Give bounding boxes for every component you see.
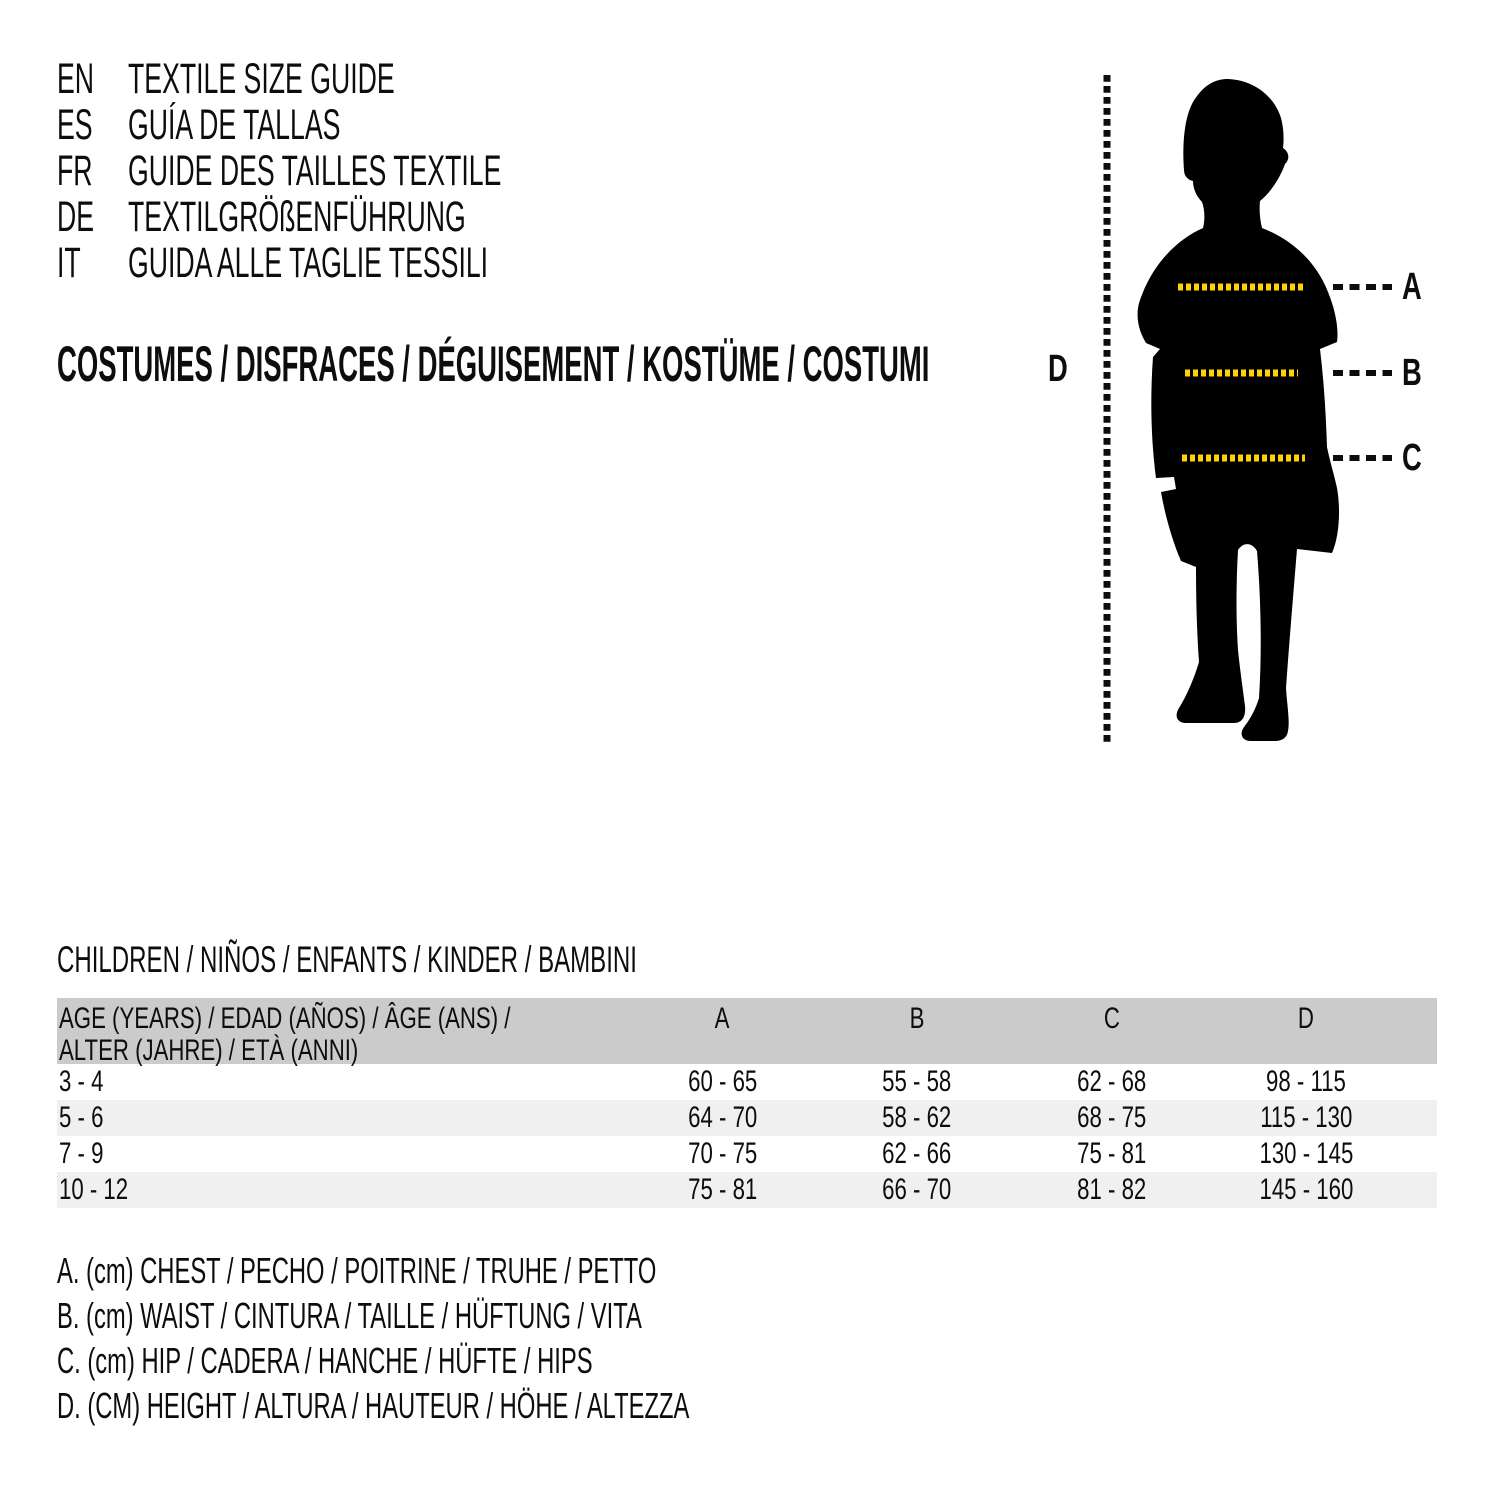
chest-cell: 60 - 65 [687, 1065, 758, 1098]
chest-cell: 75 - 81 [687, 1173, 758, 1206]
language-code: FR [57, 147, 93, 195]
child-silhouette [1138, 79, 1339, 741]
table-row [57, 1064, 1437, 1100]
language-code: DE [57, 193, 95, 241]
col-header-b: B [909, 1002, 925, 1035]
height-cell: 145 - 160 [1259, 1173, 1353, 1206]
table-section-title: CHILDREN / NIÑOS / ENFANTS / KINDER / BAMBINI [57, 939, 637, 980]
language-code: EN [57, 55, 95, 103]
waist-label: B [1402, 351, 1422, 395]
col-header-d: D [1297, 1002, 1315, 1035]
height-cell: 98 - 115 [1266, 1065, 1346, 1098]
waist-cell: 55 - 58 [882, 1065, 952, 1098]
table-row [57, 1136, 1437, 1172]
height-label: D [1048, 347, 1068, 391]
size-table [57, 998, 1437, 1208]
language-code: ES [57, 101, 93, 149]
chest-cell: 64 - 70 [687, 1101, 758, 1134]
measurement-legend [57, 1248, 1015, 1428]
waist-cell: 62 - 66 [882, 1137, 952, 1170]
waist-cell: 58 - 62 [882, 1101, 952, 1134]
legend-item-hip: C. (cm) HIP / CADERA / HANCHE / HÜFTE / HIPS [57, 1340, 593, 1381]
legend-item-height: D. (CM) HEIGHT / ALTURA / HAUTEUR / HÖHE / ALTEZZA [57, 1385, 690, 1426]
age-header-cell [57, 998, 625, 1067]
hip-cell: 75 - 81 [1076, 1137, 1147, 1170]
legend-item-chest: A. (cm) CHEST / PECHO / POITRINE / TRUHE / PETTO [57, 1250, 657, 1291]
language-title: TEXTILGRÖßENFÜHRUNG [128, 193, 466, 241]
chest-cell: 70 - 75 [687, 1137, 758, 1170]
table-row [57, 1100, 1437, 1136]
age-cell: 5 - 6 [59, 1101, 104, 1134]
language-title: GUIDE DES TAILLES TEXTILE [128, 147, 502, 195]
category-heading: COSTUMES / DISFRACES / DÉGUISEMENT / KOSTÜME / COSTUMI [57, 336, 930, 392]
age-header-line1: AGE (YEARS) / EDAD (AÑOS) / ÂGE (ANS) / [59, 1002, 511, 1035]
measurement-figure [1020, 50, 1500, 760]
height-cell: 115 - 130 [1259, 1101, 1353, 1134]
col-header-a: A [715, 1002, 730, 1035]
chest-label: A [1402, 265, 1422, 309]
waist-cell: 66 - 70 [882, 1173, 952, 1206]
language-title: GUÍA DE TALLAS [128, 101, 341, 149]
language-title: TEXTILE SIZE GUIDE [128, 55, 395, 103]
language-code: IT [57, 239, 81, 287]
age-header-line2: ALTER (JAHRE) / ETÀ (ANNI) [59, 1034, 359, 1067]
height-cell: 130 - 145 [1259, 1137, 1353, 1170]
col-header-c: C [1103, 1002, 1120, 1035]
language-title: GUIDA ALLE TAGLIE TESSILI [128, 239, 489, 287]
legend-item-waist: B. (cm) WAIST / CINTURA / TAILLE / HÜFTUNG / VITA [57, 1295, 642, 1336]
hip-cell: 62 - 68 [1076, 1065, 1147, 1098]
age-cell: 7 - 9 [59, 1137, 104, 1170]
table-row [57, 1172, 1437, 1208]
age-cell: 10 - 12 [59, 1173, 129, 1206]
header-spacer [1403, 998, 1437, 1067]
hip-cell: 68 - 75 [1076, 1101, 1147, 1134]
hip-label: C [1402, 436, 1422, 480]
age-cell: 3 - 4 [59, 1065, 104, 1098]
hip-cell: 81 - 82 [1076, 1173, 1147, 1206]
size-table-header-row [57, 998, 1437, 1067]
